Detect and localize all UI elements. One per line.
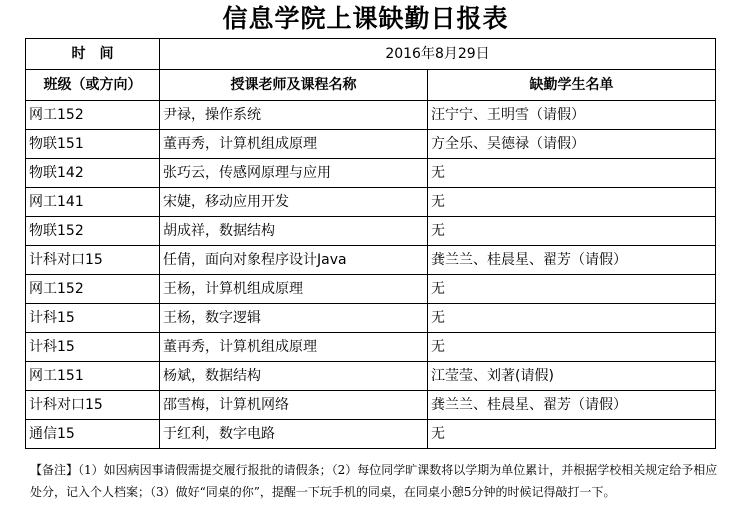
table-row [26,362,716,391]
cell-course: 任倩，面向对象程序设计Java [160,246,428,275]
table-row [26,159,716,188]
cell-course: 胡成祥，数据结构 [160,217,428,246]
cell-class: 计科15 [26,333,160,362]
cell-course: 董再秀，计算机组成原理 [160,333,428,362]
cell-course: 张巧云，传感网原理与应用 [160,159,428,188]
table-row [26,391,716,420]
cell-absent: 无 [428,304,716,333]
date-label: 时 间 [26,39,160,70]
cell-course: 王杨，数字逻辑 [160,304,428,333]
attendance-table [25,38,716,449]
cell-absent: 无 [428,217,716,246]
cell-course: 宋婕，移动应用开发 [160,188,428,217]
header-class: 班级（或方向） [26,70,160,101]
cell-absent: 无 [428,188,716,217]
cell-absent: 江莹莹、刘著(请假) [428,362,716,391]
cell-class: 通信15 [26,420,160,449]
header-course: 授课老师及课程名称 [160,70,428,101]
cell-course: 杨斌，数据结构 [160,362,428,391]
cell-class: 物联152 [26,217,160,246]
cell-class: 网工151 [26,362,160,391]
header-absent: 缺勤学生名单 [428,70,716,101]
cell-absent: 汪宁宁、王明雪（请假） [428,101,716,130]
table-row [26,304,716,333]
cell-course: 于红利，数字电路 [160,420,428,449]
cell-class: 计科对口15 [26,246,160,275]
cell-absent: 无 [428,159,716,188]
header-row [26,70,716,101]
table-row [26,188,716,217]
date-value: 2016年8月29日 [160,39,716,70]
cell-absent: 方全乐、吴德禄（请假） [428,130,716,159]
report-title: 信息学院上课缺勤日报表 [222,4,509,33]
table-row [26,420,716,449]
cell-class: 计科对口15 [26,391,160,420]
cell-class: 计科15 [26,304,160,333]
table-row [26,101,716,130]
cell-absent: 无 [428,420,716,449]
cell-absent: 龚兰兰、桂晨星、翟芳（请假） [428,246,716,275]
cell-absent: 无 [428,275,716,304]
table-row [26,130,716,159]
date-row [26,39,716,70]
cell-class: 网工152 [26,275,160,304]
table-row [26,246,716,275]
cell-class: 物联142 [26,159,160,188]
remarks-note: 【备注】（1）如因病因事请假需提交履行报批的请假条；（2）每位同学旷课数将以学期为单位累计，并根据学校相关规定给予相应处分，记入个人档案；（3）做好“同桌的你”，提醒一下玩手机的同桌，在同桌小憩5分钟的时候记得敲打一下。 [30,463,718,499]
cell-course: 尹禄，操作系统 [160,101,428,130]
cell-course: 邵雪梅，计算机网络 [160,391,428,420]
cell-course: 董再秀，计算机组成原理 [160,130,428,159]
table-row [26,217,716,246]
cell-class: 网工141 [26,188,160,217]
cell-class: 网工152 [26,101,160,130]
cell-absent: 龚兰兰、桂晨星、翟芳（请假） [428,391,716,420]
cell-course: 王杨，计算机组成原理 [160,275,428,304]
table-row [26,275,716,304]
table-row [26,333,716,362]
cell-absent: 无 [428,333,716,362]
cell-class: 物联151 [26,130,160,159]
